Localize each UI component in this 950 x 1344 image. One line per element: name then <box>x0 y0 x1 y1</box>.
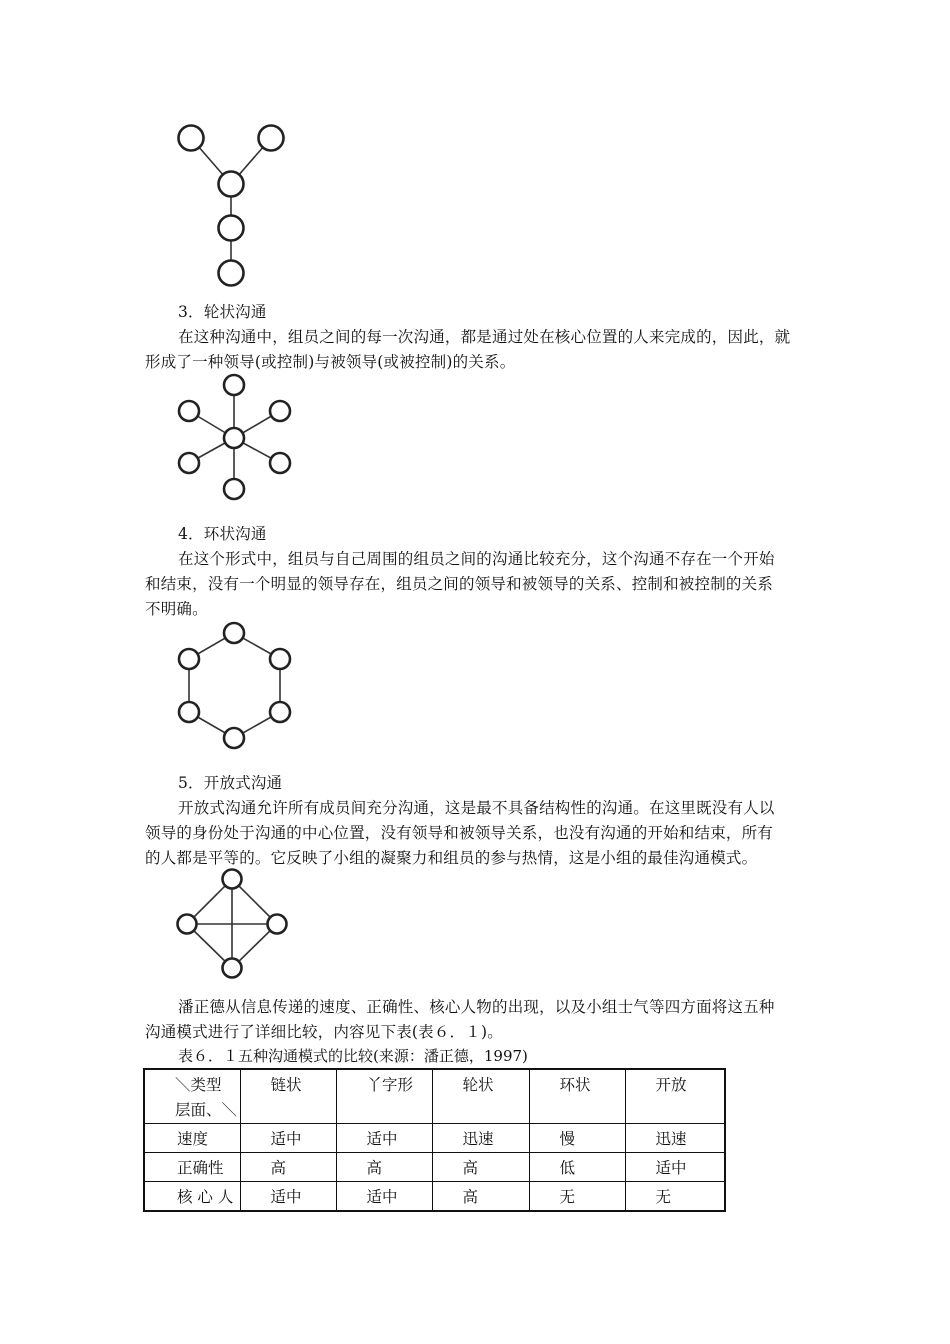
ring-network-diagram <box>170 620 300 755</box>
column-header: 开放 <box>625 1069 725 1124</box>
row-header: 核 心 人 <box>144 1182 240 1212</box>
paragraph-line: 和结束，没有一个明显的领导存在，组员之间的领导和被领导的关系、控制和被控制的关系 <box>145 575 774 593</box>
section-heading-open: 5．开放式沟通 <box>178 774 283 792</box>
section-heading-ring: 4．环状沟通 <box>178 525 267 543</box>
wheel-network-diagram <box>170 372 300 504</box>
paragraph-line: 沟通模式进行了详细比较，内容见下表(表６．１)。 <box>145 1023 503 1041</box>
table-cell: 高 <box>432 1182 529 1212</box>
corner-dimension-label: 层面、＼ <box>175 1101 238 1119</box>
paragraph-line: 不明确。 <box>145 600 208 618</box>
table-cell: 高 <box>240 1153 336 1182</box>
table-cell: 适中 <box>240 1182 336 1212</box>
table-header-row <box>144 1069 725 1124</box>
column-header: 丫字形 <box>336 1069 432 1124</box>
paragraph-summary <box>145 995 810 1045</box>
paragraph-line: 的人都是平等的。它反映了小组的凝聚力和组员的参与热情，这是小组的最佳沟通模式。 <box>145 849 758 867</box>
paragraph-wheel <box>145 325 810 375</box>
table-cell: 适中 <box>336 1124 432 1153</box>
table-cell: 迅速 <box>432 1124 529 1153</box>
table-cell: 高 <box>336 1153 432 1182</box>
comparison-table <box>143 1068 726 1212</box>
column-header: 环状 <box>529 1069 625 1124</box>
table-cell: 无 <box>625 1182 725 1212</box>
table-cell: 适中 <box>625 1153 725 1182</box>
table-row <box>144 1182 725 1212</box>
table-cell: 无 <box>529 1182 625 1212</box>
paragraph-line: 形成了一种领导(或控制)与被领导(或被控制)的关系。 <box>145 353 516 371</box>
row-header: 速度 <box>144 1124 240 1153</box>
paragraph-line: 在这个形式中，组员与自己周围的组员之间的沟通比较充分，这个沟通不存在一个开始 <box>178 550 775 568</box>
y-network-diagram <box>170 118 300 293</box>
section-heading-wheel: 3．轮状沟通 <box>178 303 267 321</box>
table-corner-cell <box>144 1069 240 1124</box>
paragraph-line: 开放式沟通允许所有成员间充分沟通，这是最不具备结构性的沟通。在这里既没有人以 <box>178 799 775 817</box>
paragraph-ring <box>145 547 810 622</box>
column-header: 轮状 <box>432 1069 529 1124</box>
table-cell: 适中 <box>336 1182 432 1212</box>
paragraph-open <box>145 796 810 871</box>
column-header: 链状 <box>240 1069 336 1124</box>
paragraph-line: 潘正德从信息传递的速度、正确性、核心人物的出现，以及小组士气等四方面将这五种 <box>178 998 775 1016</box>
table-cell: 低 <box>529 1153 625 1182</box>
table-caption: 表６．１五种沟通模式的比较(来源：潘正德，1997) <box>178 1047 528 1065</box>
table-cell: 高 <box>432 1153 529 1182</box>
table-row <box>144 1124 725 1153</box>
table-cell: 迅速 <box>625 1124 725 1153</box>
paragraph-line: 领导的身份处于沟通的中心位置，没有领导和被领导关系，也没有沟通的开始和结束，所有 <box>145 824 774 842</box>
table-row <box>144 1153 725 1182</box>
row-header: 正确性 <box>144 1153 240 1182</box>
table-cell: 适中 <box>240 1124 336 1153</box>
paragraph-line: 在这种沟通中，组员之间的每一次沟通，都是通过处在核心位置的人来完成的，因此，就 <box>178 328 791 346</box>
corner-type-label: ＼类型 <box>175 1076 222 1094</box>
table-cell: 慢 <box>529 1124 625 1153</box>
open-network-diagram <box>170 866 300 981</box>
